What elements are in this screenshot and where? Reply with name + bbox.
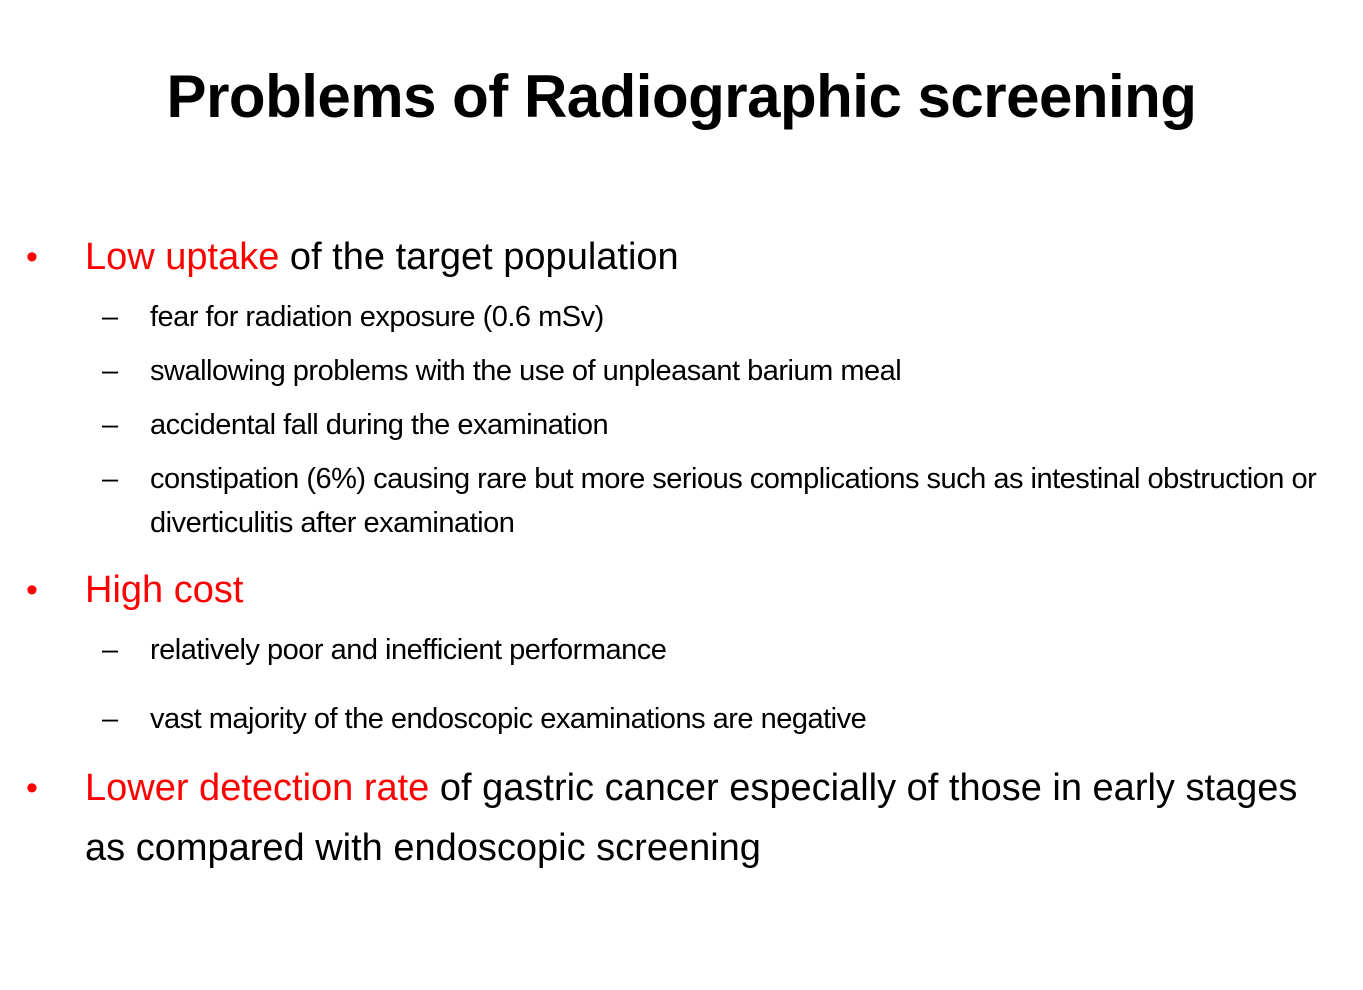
bullet-highlight: Low uptake	[85, 236, 280, 278]
bullet-highlight: Lower detection rate	[85, 767, 430, 809]
bullet-high-cost	[26, 560, 1336, 620]
sub-text: constipation (6%) causing rare but more serious complications such as intestinal obstruction or diverticulitis after examination	[150, 463, 1317, 539]
sub-text: relatively poor and inefficient performance	[150, 634, 667, 666]
sub-dash: –	[102, 634, 119, 666]
sub-text: swallowing problems with the use of unpleasant barium meal	[150, 355, 902, 387]
sub-dash: –	[102, 409, 119, 441]
bullet-marker: •	[26, 769, 38, 807]
bullet-text: of gastric cancer especially of those in early stages as compared with endoscopic screening	[85, 767, 1298, 869]
bullet-text: of the target population	[279, 236, 679, 278]
sub-item-negative	[102, 697, 1332, 741]
sub-text: vast majority of the endoscopic examinations are negative	[150, 703, 867, 735]
bullet-detection-rate	[26, 758, 1336, 878]
sub-item-constipation	[102, 457, 1332, 545]
sub-item-performance	[102, 628, 1332, 672]
slide-title: Problems of Radiographic screening	[166, 63, 1197, 130]
bullet-highlight: High cost	[85, 569, 244, 611]
sub-item-swallowing	[102, 349, 1332, 393]
sub-text: accidental fall during the examination	[150, 409, 609, 441]
sub-dash: –	[102, 355, 119, 387]
sub-dash: –	[102, 301, 119, 333]
sub-dash: –	[102, 463, 119, 495]
bullet-marker: •	[26, 571, 38, 609]
bullet-marker: •	[26, 238, 38, 276]
bullet-low-uptake	[26, 227, 1336, 287]
sub-item-fall	[102, 403, 1332, 447]
sub-dash: –	[102, 703, 119, 735]
sub-text: fear for radiation exposure (0.6 mSv)	[150, 301, 604, 333]
sub-item-radiation	[102, 295, 1332, 339]
